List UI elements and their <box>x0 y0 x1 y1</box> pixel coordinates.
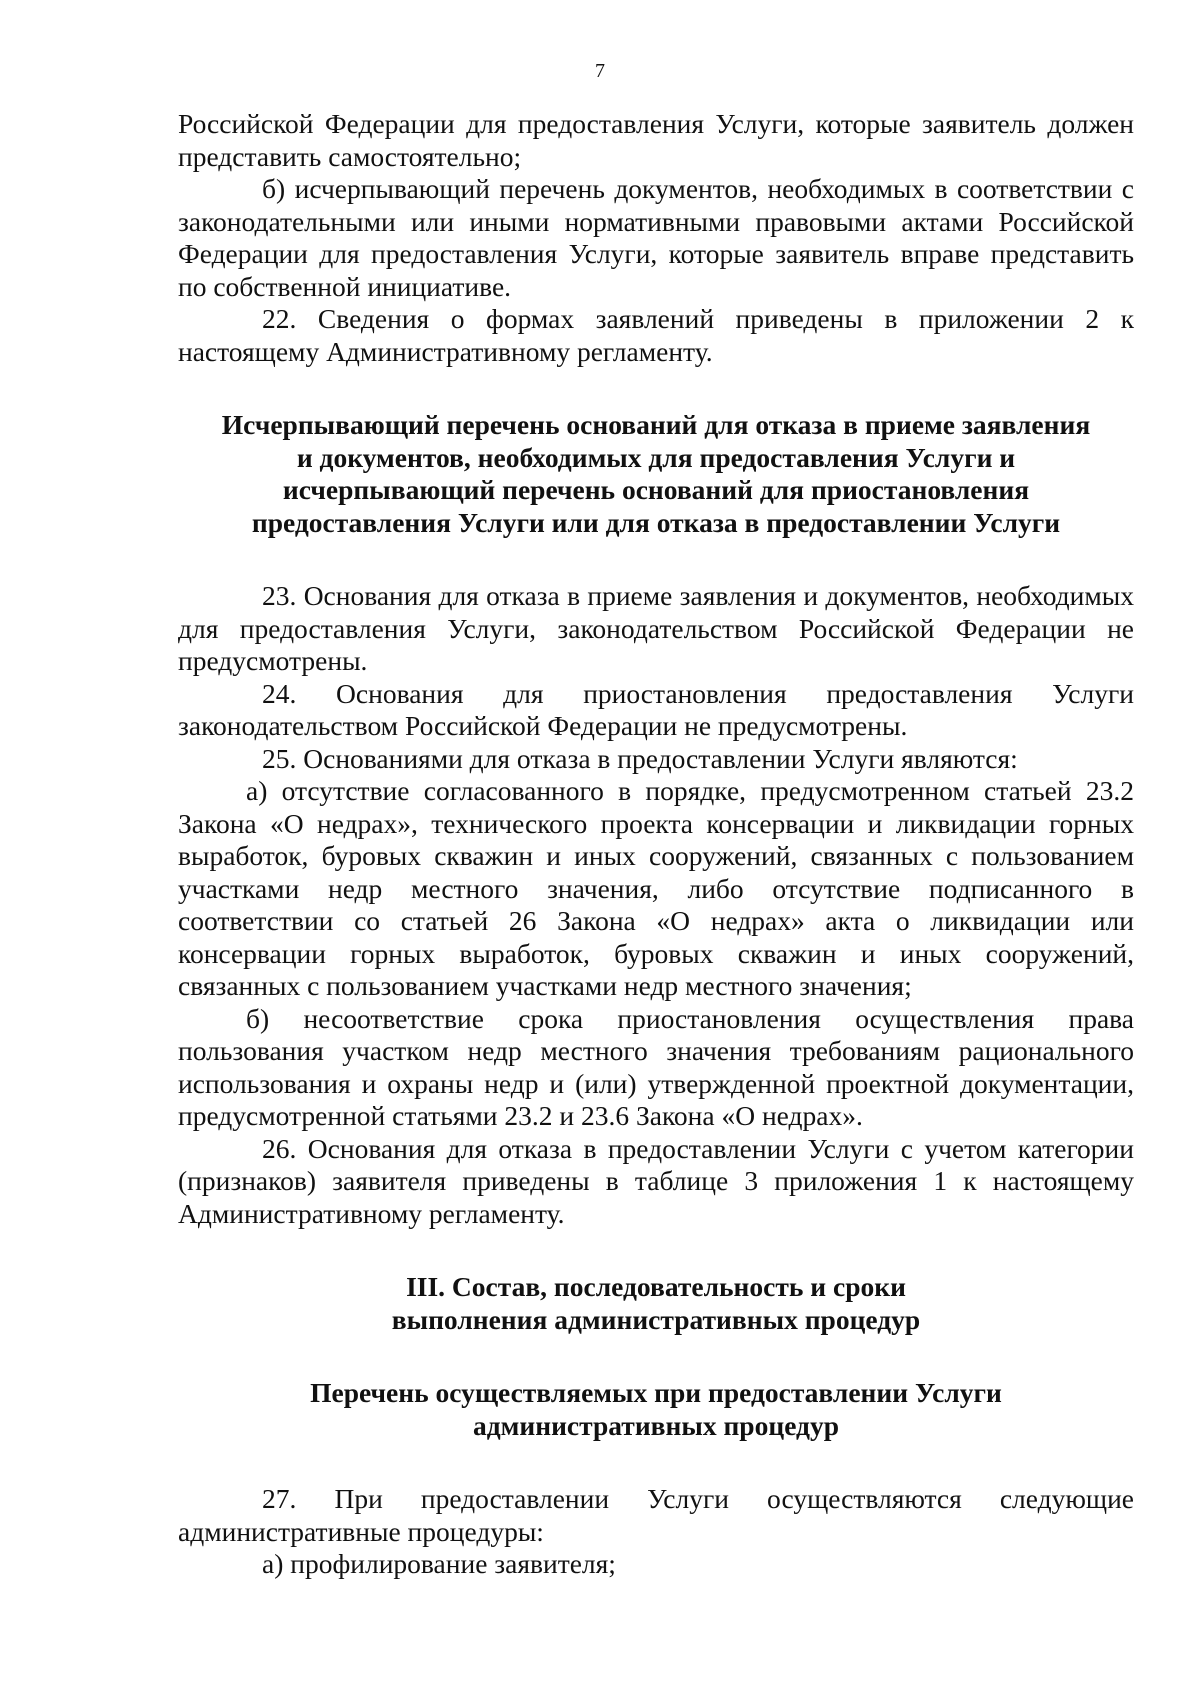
section-heading-refusal-grounds: Исчерпывающий перечень оснований для отказа в приеме заявления и документов, необходимых для предоставления Услуги и исчерпывающий перечень оснований для приостановления предоставления Услуги или для отказа в предоставлении Услуги <box>221 409 1091 538</box>
spacer <box>178 539 1134 580</box>
page-number: 7 <box>595 60 605 82</box>
document-body <box>178 108 1134 1581</box>
paragraph-25: 25. Основаниями для отказа в предоставлении Услуги являются: <box>262 742 1018 774</box>
paragraph-25-a: а) отсутствие согласованного в порядке, предусмотренном статьей 23.2 Закона «О недрах», технического проекта консервации и ликвидации горных выработок, буровых скважин и иных сооружений, связанных с пользованием участками недр местного значения, либо отсутствие подписанного в соответствии со статьей 26 Закона «О недрах» акта о ликвидации или консервации горных выработок, буровых скважин и иных сооружений, связанных с пользованием участками недр местного значения; <box>178 775 1134 1001</box>
paragraph-24: 24. Основания для приостановления предоставления Услуги законодательством Российской Федерации не предусмотрены. <box>178 677 1134 741</box>
spacer <box>178 1336 1134 1377</box>
paragraph-23: 23. Основания для отказа в приеме заявления и документов, необходимых для предоставления Услуги, законодательством Российской Федерации не предусмотрены. <box>178 580 1134 676</box>
paragraph-25-b: б) несоответствие срока приостановления осуществления права пользования участком недр местного значения требованиям рационального использования и охраны недр и (или) утвержденной проектной документации, предусмотренной статьями 23.2 и 23.6 Закона «О недрах». <box>178 1002 1134 1131</box>
spacer <box>178 1230 1134 1271</box>
paragraph-item-b-documents: б) исчерпывающий перечень документов, необходимых в соответствии с законодательными или иными нормативными правовыми актами Российской Федерации для предоставления Услуги, которые заявитель вправе представить по собственной инициативе. <box>178 173 1134 302</box>
spacer <box>178 1442 1134 1483</box>
paragraph-27-a: а) профилирование заявителя; <box>262 1548 616 1579</box>
subsection-title: Перечень осуществляемых при предоставлении Услуги административных процедур <box>310 1377 1002 1441</box>
spacer <box>178 368 1134 409</box>
section-3-title: III. Состав, последовательность и сроки выполнения административных процедур <box>391 1271 921 1335</box>
paragraph-26: 26. Основания для отказа в предоставлении Услуги с учетом категории (признаков) заявителя приведены в таблице 3 приложения 1 к настоящему Административному регламенту. <box>178 1132 1134 1229</box>
paragraph-continuation: Российской Федерации для предоставления Услуги, которые заявитель должен представить самостоятельно; <box>178 108 1134 172</box>
paragraph-27: 27. При предоставлении Услуги осуществляются следующие административные процедуры: <box>178 1483 1134 1547</box>
paragraph-22: 22. Сведения о формах заявлений приведены в приложении 2 к настоящему Административному регламенту. <box>178 303 1134 367</box>
